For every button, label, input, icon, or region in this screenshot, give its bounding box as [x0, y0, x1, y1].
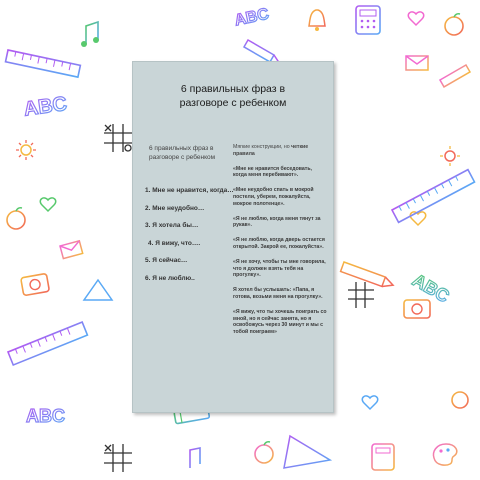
list-item: 3. Я хотела бы… [145, 222, 199, 229]
abc-icon [26, 406, 65, 426]
camera-icon [404, 300, 430, 318]
example-paragraph: «Мне неудобно спать в мокрой постели, уберем, пожалуйста, мокрое полотенце». [233, 187, 314, 207]
examples-column [233, 144, 327, 344]
heart-icon [410, 212, 425, 225]
ruler-icon [8, 322, 87, 365]
music-note-icon [190, 448, 200, 468]
sun-icon [440, 146, 460, 166]
list-item: 6. Я не люблю.. [145, 274, 195, 282]
card-title [133, 82, 333, 110]
abc-icon [22, 93, 68, 121]
example-paragraph: «Мне не нравится беседовать, когда меня перебивают». [233, 165, 312, 179]
svg-text:ABC: ABC [26, 406, 65, 426]
intro-emphasis: четкие правила [233, 144, 309, 157]
svg-text:ABC: ABC [22, 92, 69, 121]
ruler-icon [6, 50, 81, 77]
apple-icon [452, 392, 468, 408]
tic-tac-toe-icon [104, 124, 132, 152]
triangle-icon [84, 280, 112, 300]
example-paragraph: «Я не хочу, чтобы ты мне говорила, что я должен взять тебя на прогулку». [233, 258, 326, 279]
phrase-list [145, 187, 237, 283]
calculator-icon [356, 6, 380, 34]
envelope-icon [60, 241, 83, 259]
svg-text:ABC: ABC [409, 269, 453, 307]
ruler-icon [392, 170, 475, 223]
apple-icon [7, 208, 25, 229]
bell-icon [309, 10, 325, 31]
list-item: 5. Я сейчас… [145, 257, 188, 264]
svg-text:ABC: ABC [233, 5, 271, 30]
example-paragraph: Я хотел бы услышать: «Папа, я готова, возьми меня на прогулку». [233, 287, 323, 300]
palette-icon [434, 444, 457, 465]
tic-tac-toe-icon [104, 444, 132, 472]
list-item: 2. Мне неудобно… [145, 204, 205, 212]
list-item: 1. Мне не нравится, когда… [145, 187, 234, 194]
tic-tac-toe-icon [348, 282, 374, 308]
example-paragraph: «Я вижу, что ты хочешь поиграть со мной, но я сейчас занята, но я освобожусь через 30 минут и мы с тобой поиграем» [233, 308, 327, 336]
triangle-icon [284, 436, 330, 468]
card-title-line: разговоре с ребенком [179, 97, 287, 109]
heart-icon [408, 12, 423, 25]
crayon-icon [440, 65, 470, 87]
abc-icon [409, 270, 453, 307]
camera-icon [21, 273, 50, 295]
phrases-column [145, 144, 237, 292]
content-card [132, 61, 334, 413]
card-title-line: 6 правильных фраз в [180, 83, 286, 95]
example-paragraph: «Я не люблю, когда дверь остается открытой. Закрой ее, пожалуйста». [233, 237, 325, 250]
apple-icon [255, 442, 273, 463]
example-paragraph: «Я не люблю, когда меня тянут за рукав». [233, 215, 321, 229]
heart-icon [40, 198, 55, 211]
crayon-icon [341, 262, 395, 290]
envelope-icon [406, 56, 428, 70]
abc-icon [233, 6, 271, 30]
heart-icon [362, 396, 377, 409]
phrases-heading: 6 правильных фраз в разговоре с ребенком [149, 145, 216, 161]
intro-text: Мягкие конструкции, но [233, 144, 292, 150]
examples-intro [233, 144, 327, 158]
list-item: 4. Я вижу, что…. [148, 239, 201, 247]
sun-icon [16, 140, 36, 160]
music-note-icon [81, 22, 99, 47]
apple-icon [445, 14, 463, 35]
calculator-icon [372, 444, 394, 470]
